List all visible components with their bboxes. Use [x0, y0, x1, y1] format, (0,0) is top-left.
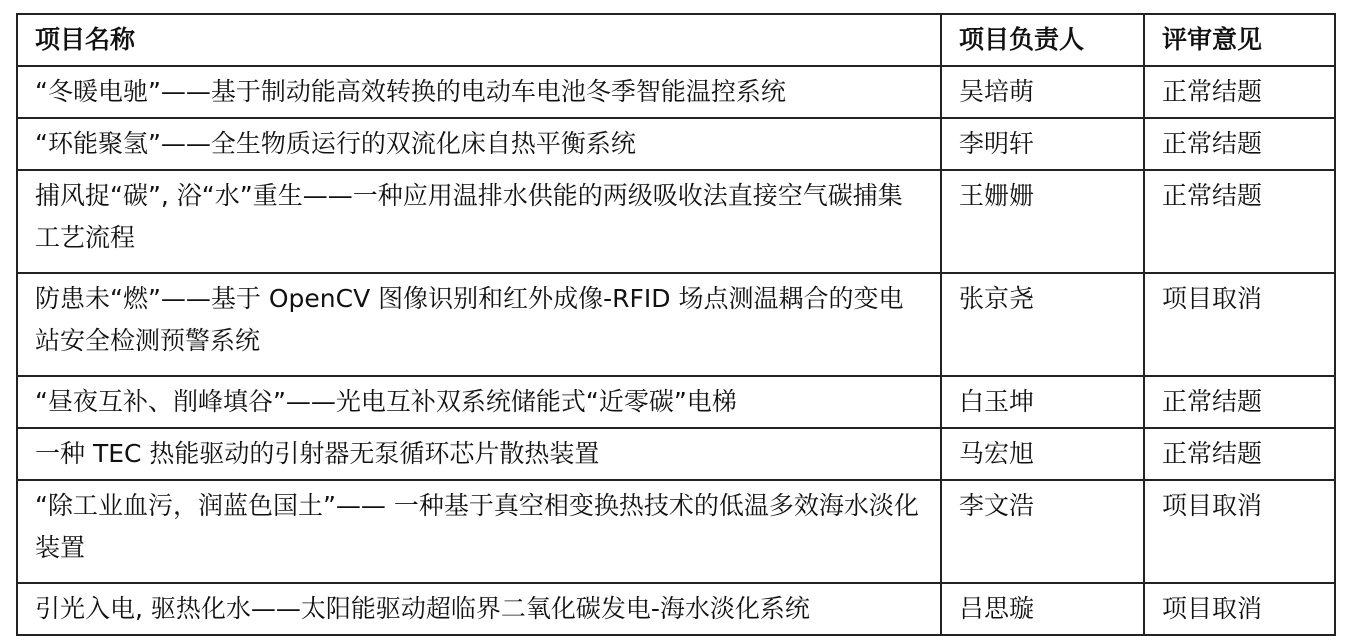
- cell-project-leader: 吴培萌: [941, 66, 1144, 118]
- cell-project-name: 引光入电, 驱热化水——太阳能驱动超临界二氧化碳发电-海水淡化系统: [17, 583, 941, 635]
- table-row: [17, 376, 1335, 428]
- header-project-name: 项目名称: [17, 14, 941, 66]
- cell-review-opinion: 正常结题: [1144, 376, 1335, 428]
- cell-project-name: “除工业血污，润蓝色国土”—— 一种基于真空相变换热技术的低温多效海水淡化装置: [17, 480, 941, 583]
- cell-project-name: 一种 TEC 热能驱动的引射器无泵循环芯片散热装置: [17, 428, 941, 480]
- cell-review-opinion: 正常结题: [1144, 428, 1335, 480]
- cell-project-leader: 张京尧: [941, 273, 1144, 376]
- cell-review-opinion: 正常结题: [1144, 66, 1335, 118]
- cell-project-leader: 吕思璇: [941, 583, 1144, 635]
- table-row: [17, 428, 1335, 480]
- cell-project-leader: 白玉坤: [941, 376, 1144, 428]
- cell-project-leader: 马宏旭: [941, 428, 1144, 480]
- cell-project-leader: 李文浩: [941, 480, 1144, 583]
- cell-project-name: “昼夜互补、削峰填谷”——光电互补双系统储能式“近零碳”电梯: [17, 376, 941, 428]
- cell-project-name: 防患未“燃”——基于 OpenCV 图像识别和红外成像-RFID 场点测温耦合的变电站安全检测预警系统: [17, 273, 941, 376]
- table-row: [17, 583, 1335, 635]
- project-review-table: [16, 13, 1336, 636]
- cell-review-opinion: 项目取消: [1144, 273, 1335, 376]
- cell-review-opinion: 项目取消: [1144, 583, 1335, 635]
- cell-project-leader: 李明轩: [941, 118, 1144, 170]
- table-row: [17, 66, 1335, 118]
- header-review-opinion: 评审意见: [1144, 14, 1335, 66]
- table-row: [17, 273, 1335, 376]
- header-project-leader: 项目负责人: [941, 14, 1144, 66]
- table-row: [17, 480, 1335, 583]
- table-header-row: [17, 14, 1335, 66]
- cell-project-name: “冬暖电驰”——基于制动能高效转换的电动车电池冬季智能温控系统: [17, 66, 941, 118]
- review-table-container: [16, 13, 1334, 636]
- table-row: [17, 170, 1335, 273]
- cell-review-opinion: 项目取消: [1144, 480, 1335, 583]
- cell-project-name: 捕风捉“碳”, 浴“水”重生——一种应用温排水供能的两级吸收法直接空气碳捕集工艺流程: [17, 170, 941, 273]
- cell-project-name: “环能聚氢”——全生物质运行的双流化床自热平衡系统: [17, 118, 941, 170]
- cell-review-opinion: 正常结题: [1144, 170, 1335, 273]
- table-row: [17, 118, 1335, 170]
- cell-review-opinion: 正常结题: [1144, 118, 1335, 170]
- cell-project-leader: 王姗姗: [941, 170, 1144, 273]
